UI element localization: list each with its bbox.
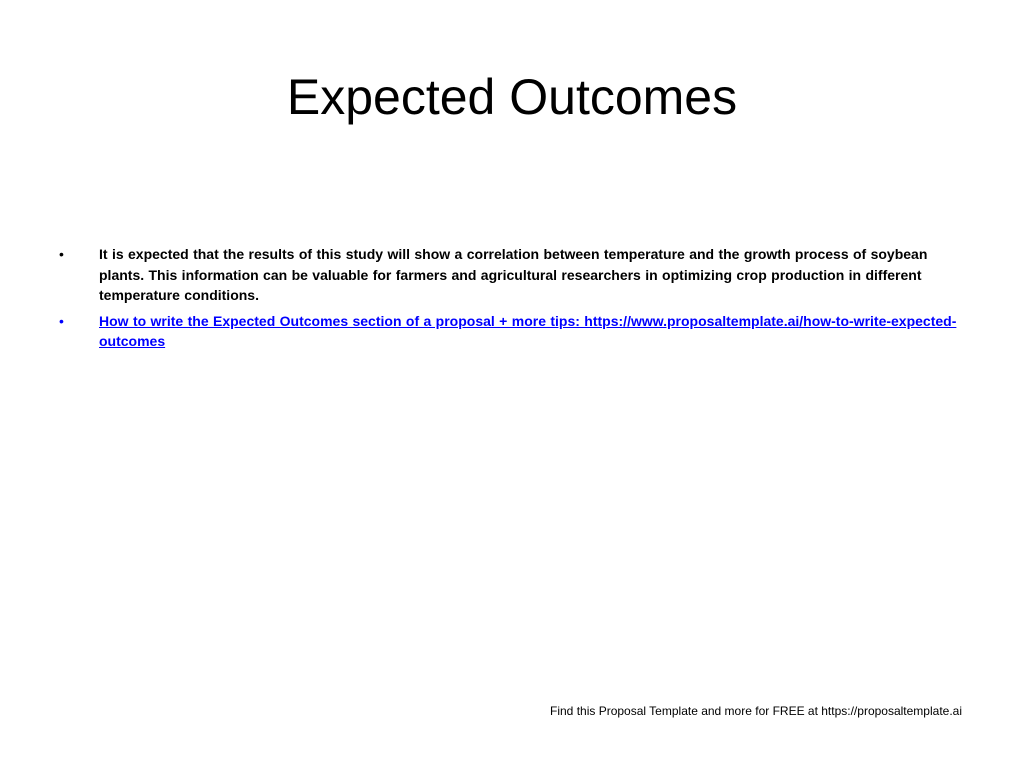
tips-link[interactable]: How to write the Expected Outcomes section of a proposal + more tips: https://www.proposaltemplate.ai/how-to-write-expected-outcomes [99,312,957,349]
bullet-item-tips-link [56,311,966,352]
bullet-item-expected-outcome [56,244,966,306]
bullet-list [56,244,966,357]
footer-note: Find this Proposal Template and more for FREE at https://proposaltemplate.ai [550,704,962,718]
slide-title: Expected Outcomes [286,69,738,125]
bullet-text-expected-outcome: It is expected that the results of this study will show a correlation between temperature and the growth process of soybean plants. This information can be valuable for farmers and agricultural researchers in optimizing crop production in different temperature conditions. [99,246,928,303]
bullet-marker: • [59,246,64,262]
bullet-marker: • [59,312,64,329]
